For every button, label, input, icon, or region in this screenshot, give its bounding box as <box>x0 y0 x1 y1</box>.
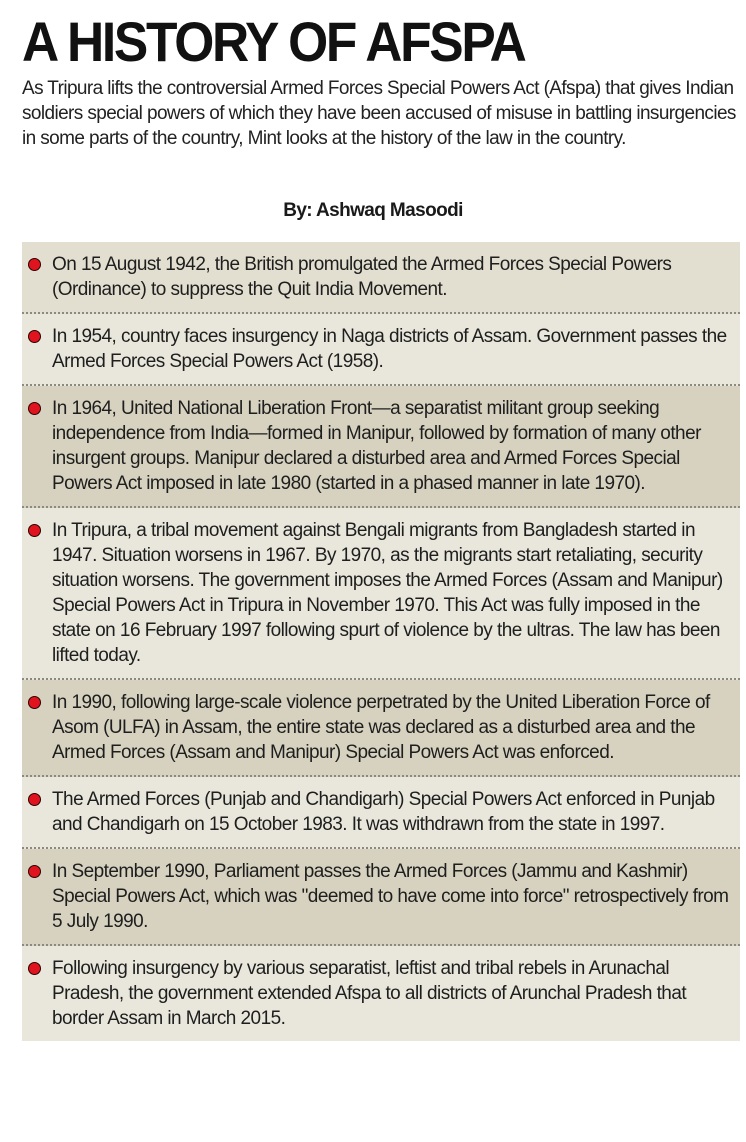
list-item <box>22 314 740 386</box>
bullet-icon <box>28 793 41 806</box>
item-text: The Armed Forces (Punjab and Chandigarh) Special Powers Act enforced in Punjab and Chandigarh on 15 October 1983. It was withdrawn from the state in 1997. <box>52 789 715 835</box>
list-item <box>22 680 740 777</box>
item-text: In 1964, United National Liberation Front—a separatist militant group seeking independence from India—formed in Manipur, followed by formation of many other insurgent groups. Manipur declared a disturbed area and Armed Forces Special Powers Act imposed in late 1980 (started in a phased manner in late 1970). <box>52 398 701 494</box>
timeline-list <box>22 242 740 1041</box>
item-text: In September 1990, Parliament passes the Armed Forces (Jammu and Kashmir) Special Powers Act, which was "deemed to have come into force" retrospectively from 5 July 1990. <box>52 861 729 932</box>
bullet-icon <box>28 524 41 537</box>
list-item <box>22 849 740 946</box>
bullet-icon <box>28 696 41 709</box>
item-text: Following insurgency by various separatist, leftist and tribal rebels in Arunachal Pradesh, the government extended Afspa to all districts of Arunchal Pradesh that border Assam in March 2015. <box>52 958 687 1029</box>
item-text: In 1990, following large-scale violence perpetrated by the United Liberation Force of Asom (ULFA) in Assam, the entire state was declared as a disturbed area and the Armed Forces (Assam and Manipur) Special Powers Act was enforced. <box>52 692 710 763</box>
bullet-icon <box>28 330 41 343</box>
bullet-icon <box>28 962 41 975</box>
page-title: A HISTORY OF AFSPA <box>22 10 525 73</box>
list-item <box>22 386 740 508</box>
bullet-icon <box>28 402 41 415</box>
bullet-icon <box>28 865 41 878</box>
bullet-icon <box>28 258 41 271</box>
item-text: In 1954, country faces insurgency in Naga districts of Assam. Government passes the Armed Forces Special Powers Act (1958). <box>52 326 727 372</box>
list-item <box>22 946 740 1041</box>
list-item <box>22 508 740 680</box>
list-item <box>22 777 740 849</box>
intro-paragraph: As Tripura lifts the controversial Armed Forces Special Powers Act (Afspa) that gives Indian soldiers special powers of which they have been accused of misuse in battling insurgencies in some parts of the country, Mint looks at the history of the law in the country. <box>22 78 736 149</box>
list-item <box>22 242 740 314</box>
byline: By: Ashwaq Masoodi <box>283 200 463 221</box>
item-text: In Tripura, a tribal movement against Bengali migrants from Bangladesh started in 1947. Situation worsens in 1967. By 1970, as the migrants start retaliating, security situation worsens. The government imposes the Armed Forces (Assam and Manipur) Special Powers Act in Tripura in November 1970. This Act was fully imposed in the state on 16 February 1997 following spurt of violence by the ultras. The law has been lifted today. <box>52 520 723 666</box>
item-text: On 15 August 1942, the British promulgated the Armed Forces Special Powers (Ordinance) to suppress the Quit India Movement. <box>52 254 672 300</box>
